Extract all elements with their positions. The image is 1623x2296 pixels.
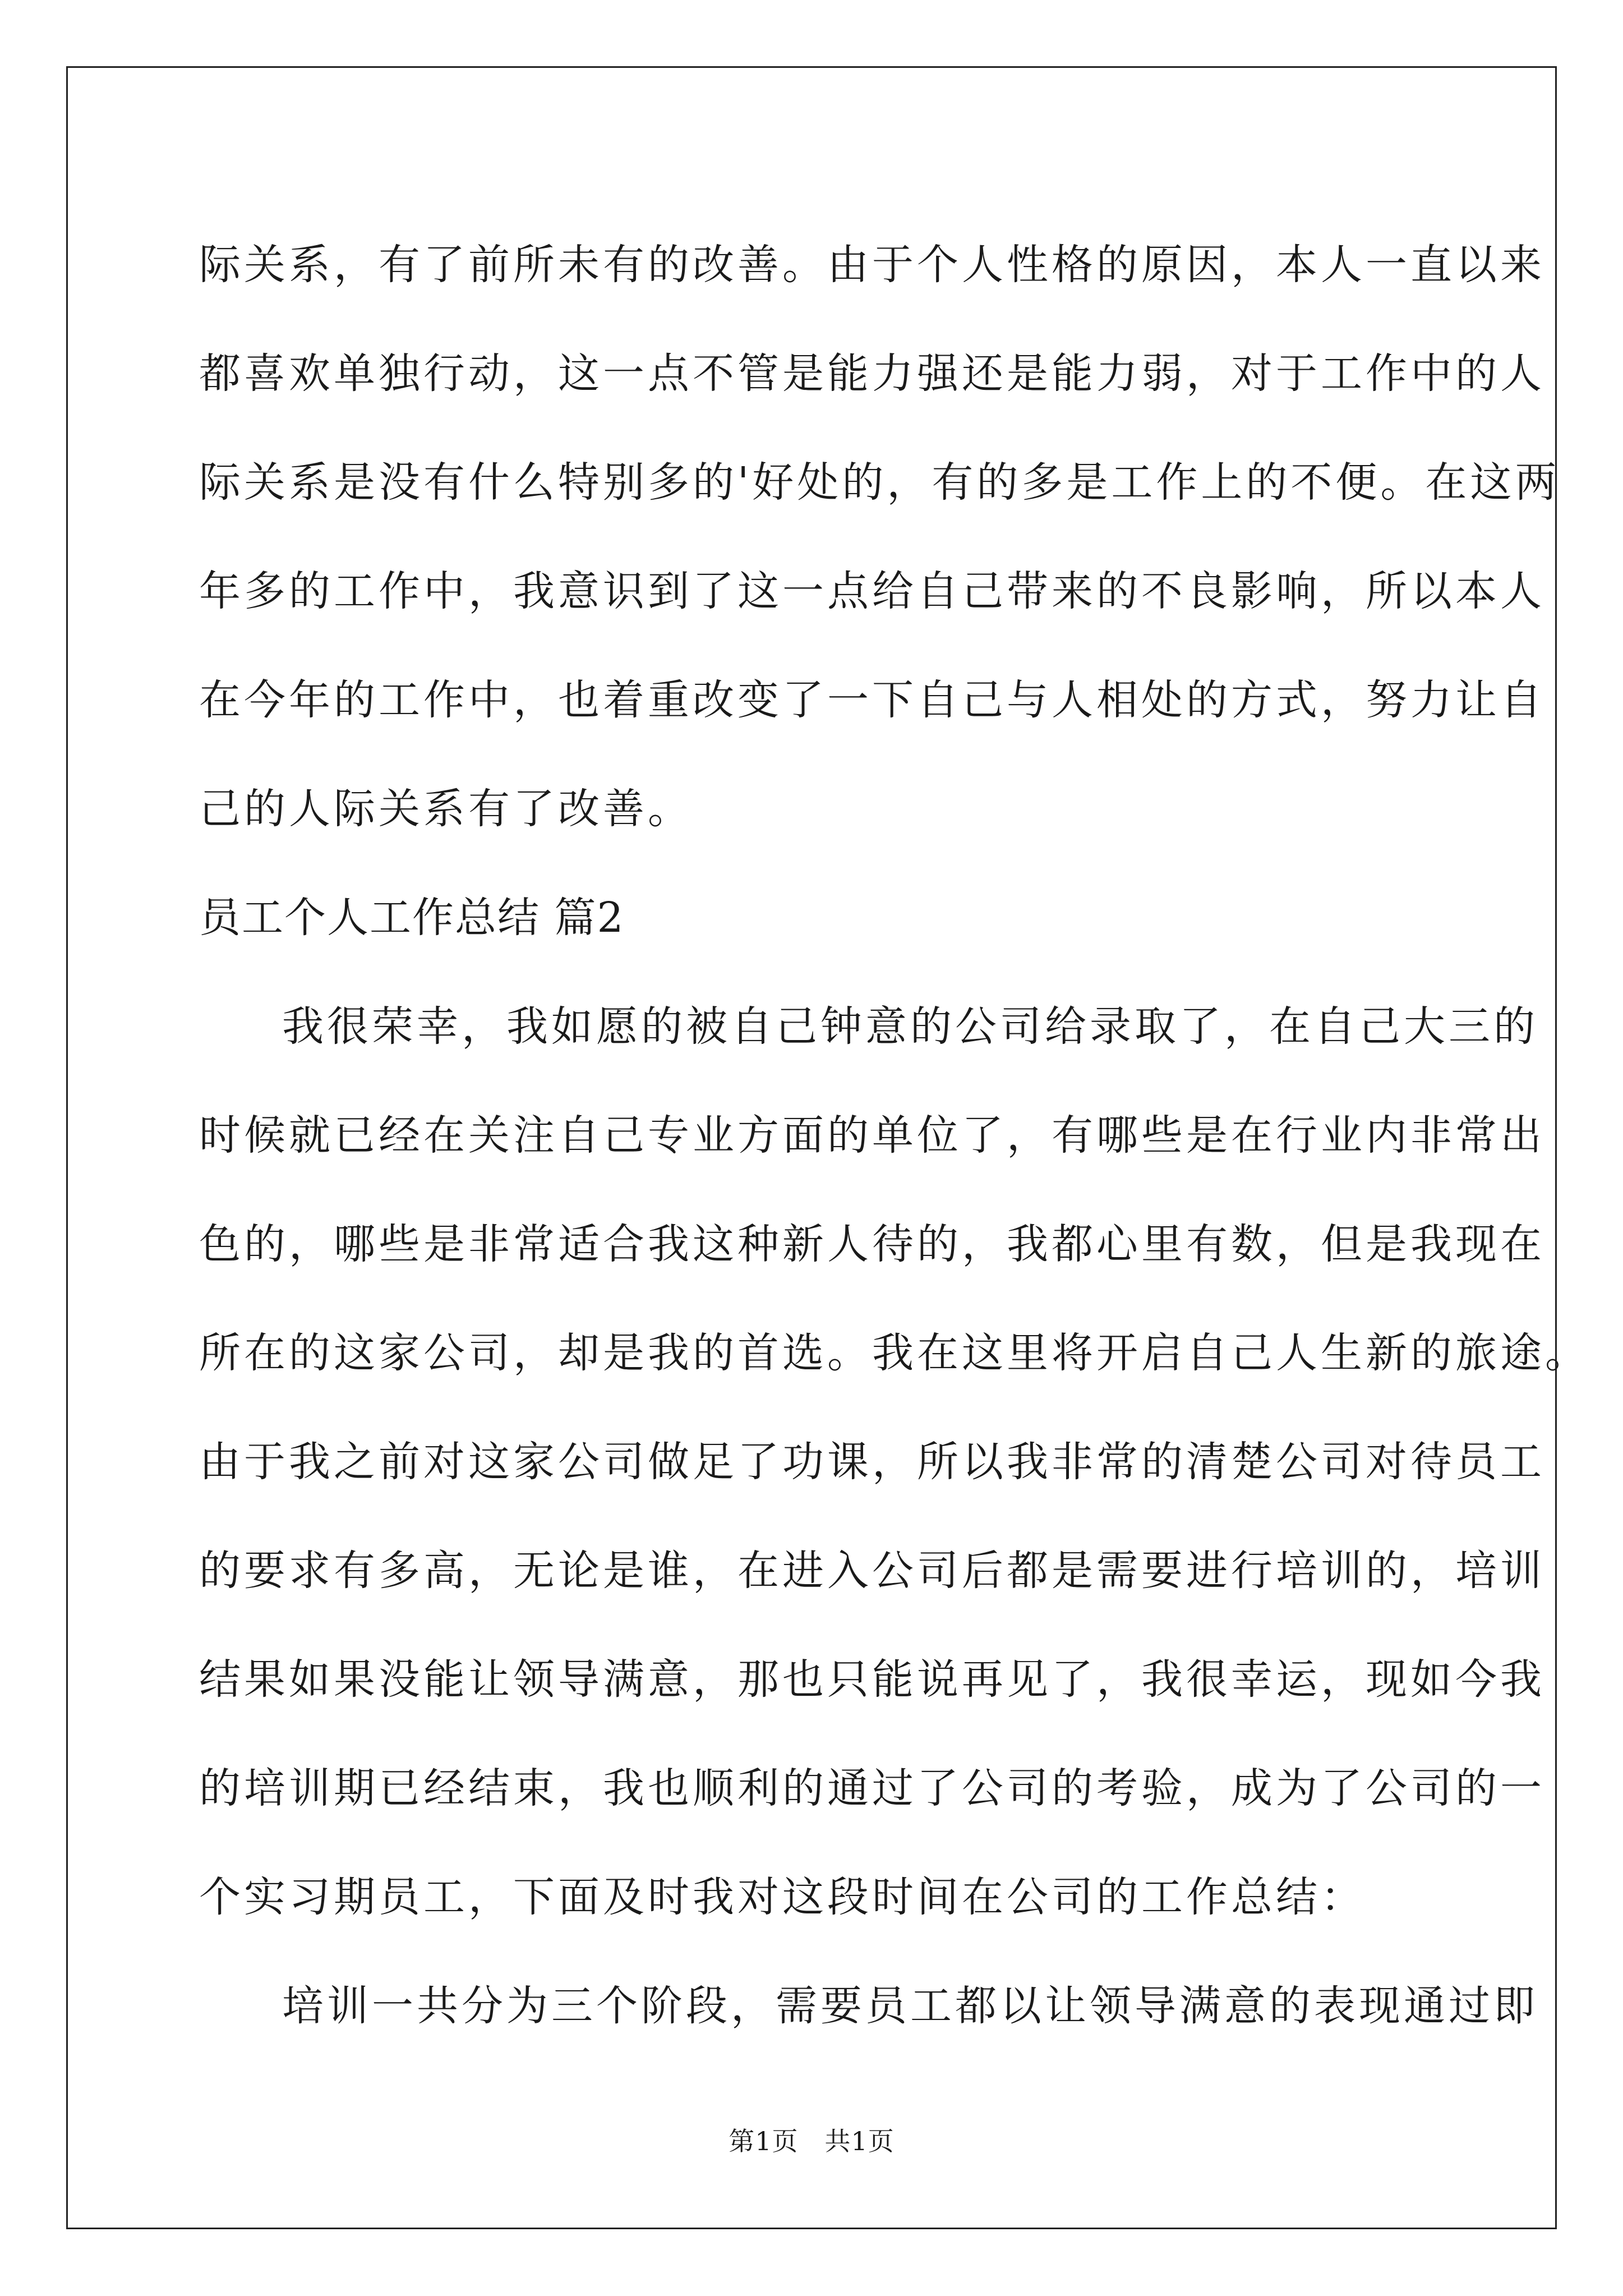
text-line: 的培训期已经结束，我也顺利的通过了公司的考验，成为了公司的一 [199, 1764, 1545, 1812]
text-line: 色的，哪些是非常适合我这种新人待的，我都心里有数，但是我现在 [199, 1220, 1545, 1268]
text-line: 我很荣幸，我如愿的被自己钟意的公司给录取了，在自己大三的 [282, 1002, 1538, 1051]
text-line: 所在的这家公司，却是我的首选。我在这里将开启自己人生新的旅途。 [199, 1329, 1590, 1377]
footer-spacer [799, 2126, 825, 2156]
document-body [199, 210, 1590, 2060]
text-line: 个实习期员工，下面及时我对这段时间在公司的工作总结： [199, 1873, 1366, 1921]
page-number: 第1页 [728, 2126, 799, 2156]
text-line: 际关系，有了前所未有的改善。由于个人性格的原因，本人一直以来 [199, 241, 1545, 289]
text-line: 培训一共分为三个阶段，需要员工都以让领导满意的表现通过即 [282, 1982, 1538, 2030]
text-line: 际关系是没有什么特别多的'好处的，有的多是工作上的不便。在这两 [199, 458, 1560, 507]
text-line: 的要求有多高，无论是谁，在进入公司后都是需要进行培训的，培训 [199, 1547, 1545, 1595]
text-line: 己的人际关系有了改善。 [199, 785, 693, 833]
text-line: 结果如果没能让领导满意，那也只能说再见了，我很幸运，现如今我 [199, 1655, 1545, 1704]
text-line: 在今年的工作中，也着重改变了一下自己与人相处的方式，努力让自 [199, 676, 1545, 724]
page-footer [0, 2124, 1623, 2158]
text-line: 都喜欢单独行动，这一点不管是能力强还是能力弱，对于工作中的人 [199, 349, 1545, 398]
section-heading: 员工个人工作总结 篇2 [199, 894, 625, 942]
text-line: 时候就已经在关注自己专业方面的单位了，有哪些是在行业内非常出 [199, 1111, 1545, 1159]
text-line: 年多的工作中，我意识到了这一点给自己带来的不良影响，所以本人 [199, 567, 1545, 615]
text-line: 由于我之前对这家公司做足了功课，所以我非常的清楚公司对待员工 [199, 1438, 1545, 1486]
page-total: 共1页 [824, 2126, 895, 2156]
